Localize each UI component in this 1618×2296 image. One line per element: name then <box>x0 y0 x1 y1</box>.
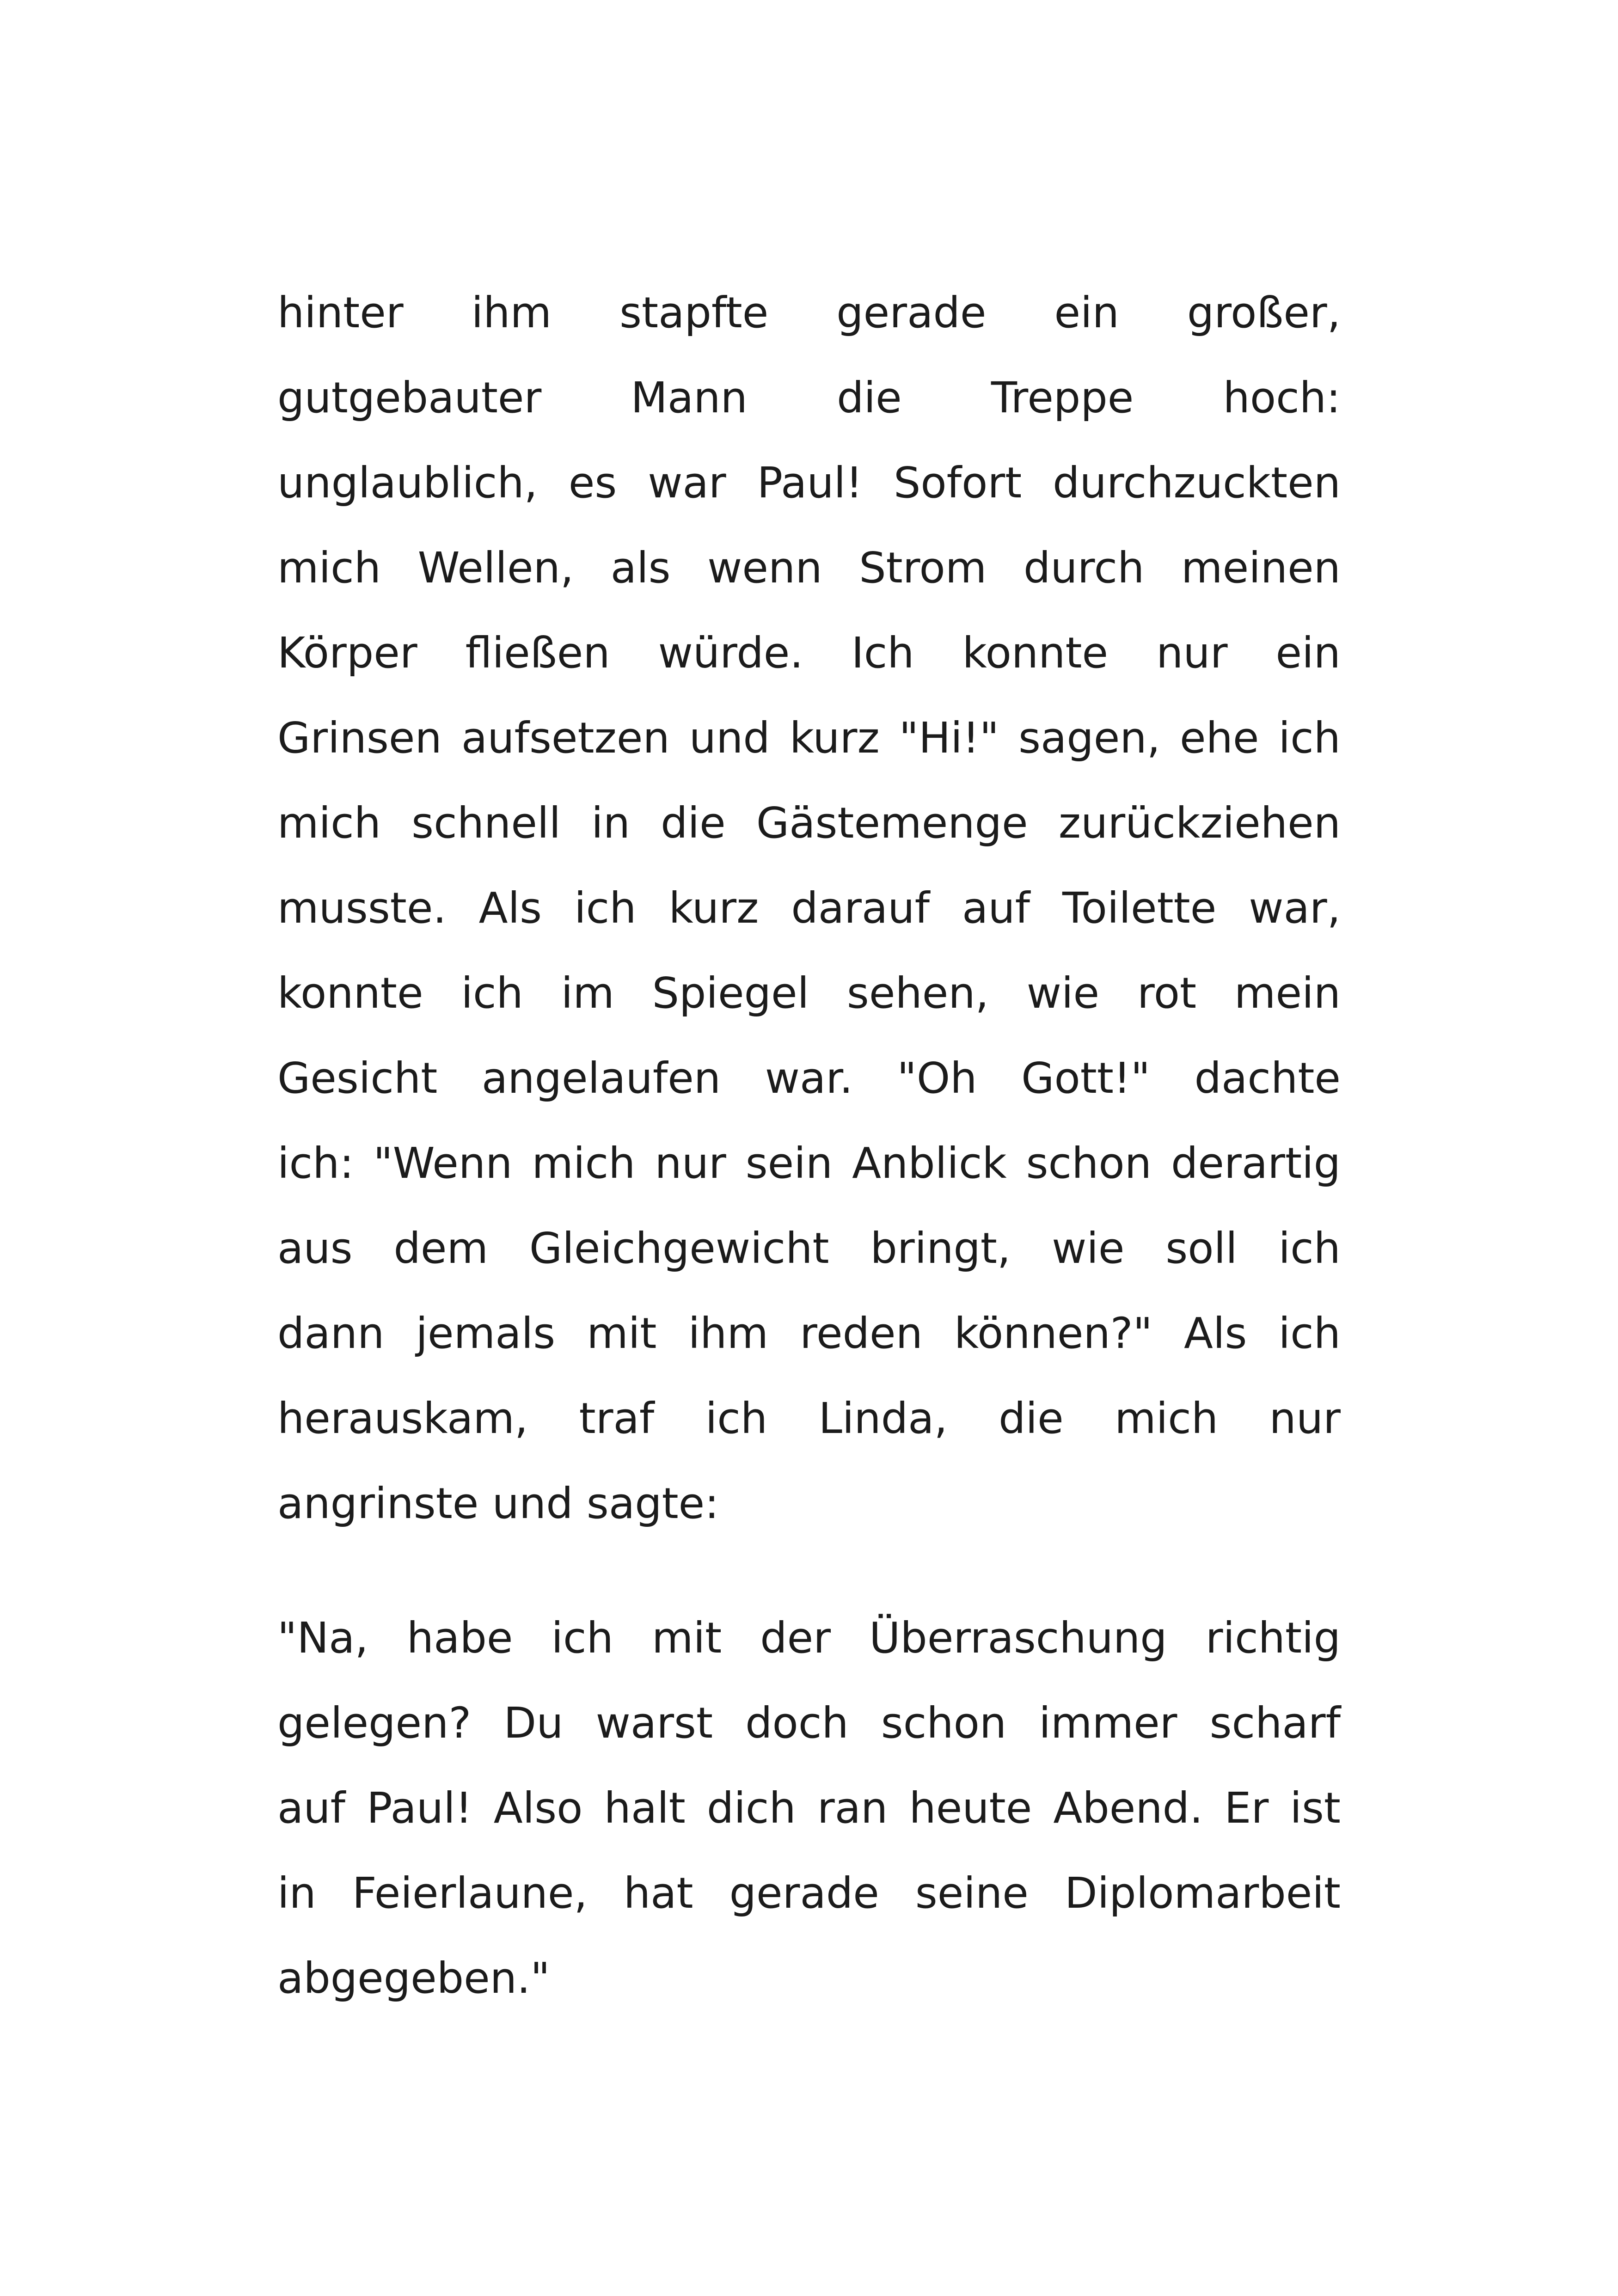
text-line: in Feierlaune, hat gerade seine Diplomarbeit <box>277 1868 1341 1918</box>
paragraph-1 <box>277 270 1341 1546</box>
text-line: auf Paul! Also halt dich ran heute Abend. Er ist <box>277 1783 1341 1833</box>
text-line: abgegeben." <box>277 1953 550 2003</box>
text-line: aus dem Gleichgewicht bringt, wie soll ich <box>277 1224 1341 1273</box>
text-line: konnte ich im Spiegel sehen, wie rot mein <box>277 968 1341 1018</box>
text-line: Grinsen aufsetzen und kurz "Hi!" sagen, ehe ich <box>277 713 1341 763</box>
text-line: mich schnell in die Gästemenge zurückziehen <box>277 798 1341 848</box>
text-line: "Na, habe ich mit der Überraschung richtig <box>277 1613 1341 1663</box>
text-line: mich Wellen, als wenn Strom durch meinen <box>277 543 1341 593</box>
text-line: angrinste und sagte: <box>277 1479 719 1528</box>
text-line: Gesicht angelaufen war. "Oh Gott!" dachte <box>277 1053 1341 1103</box>
text-line: dann jemals mit ihm reden können?" Als ich <box>277 1309 1341 1358</box>
text-line: musste. Als ich kurz darauf auf Toilette war, <box>277 883 1341 933</box>
text-line: Körper fließen würde. Ich konnte nur ein <box>277 628 1341 678</box>
text-line: ich: "Wenn mich nur sein Anblick schon derartig <box>277 1139 1341 1188</box>
text-line: hinter ihm stapfte gerade ein großer, <box>277 288 1341 337</box>
text-line: gelegen? Du warst doch schon immer scharf <box>277 1698 1341 1748</box>
text-line: gutgebauter Mann die Treppe hoch: <box>277 373 1341 422</box>
paragraph-2 <box>277 1596 1341 2021</box>
text-line: unglaublich, es war Paul! Sofort durchzuckten <box>277 458 1341 508</box>
text-line: herauskam, traf ich Linda, die mich nur <box>277 1394 1341 1443</box>
